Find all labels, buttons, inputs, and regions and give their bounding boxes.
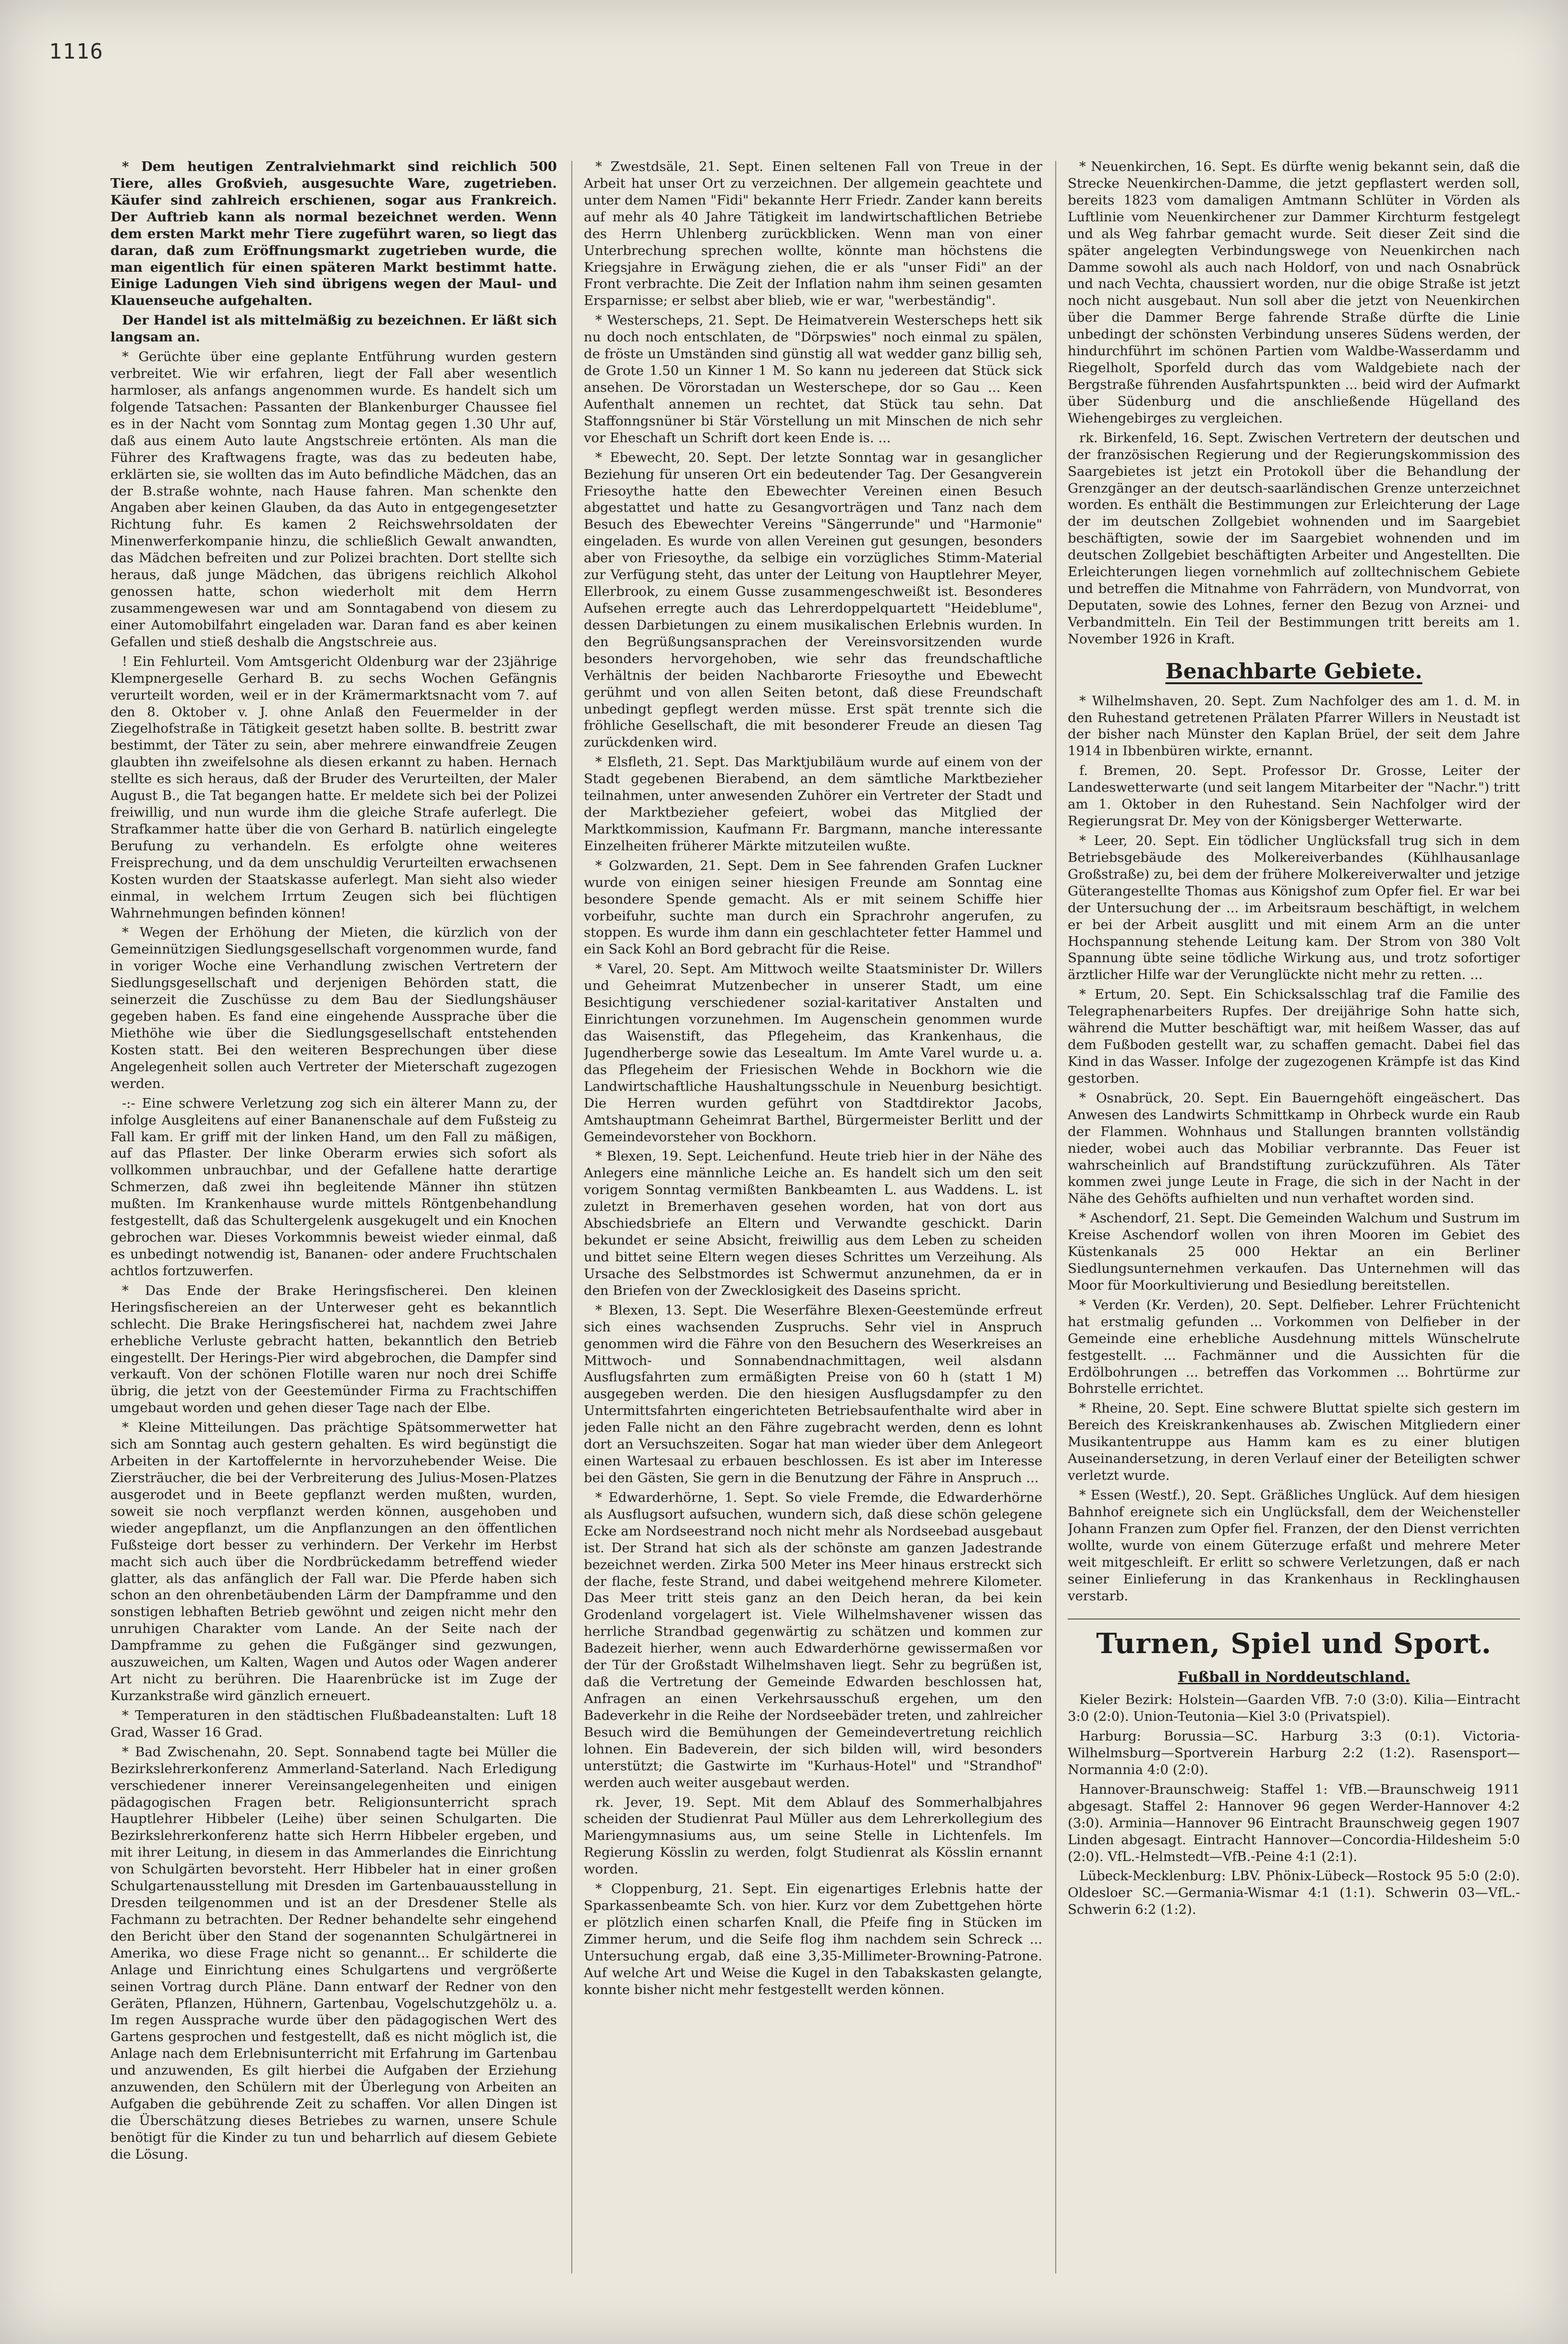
article-paragraph: * Leer, 20. Sept. Ein tödlicher Unglücksfall trug sich in dem Betriebsgebäude des Molkereiverbandes (Kühlhausanlage Großstraße) zu, bei dem der frühere Molkereiverwalter und jetzige Güterangestellte Thomas aus Königshof zum Opfer fiel. Er war bei der Untersuchung der ... im Arbeitsraum beschäftigt, in welchem er bei der Arbeit ausglitt und mit einem Arm an die unter Hochspannung stehende Leitung kam. Der Strom von 380 Volt Spannung übte seine tödliche Wirkung aus, und trotz sofortiger ärztlicher Hilfe war der Verunglückte nicht mehr zu retten. ... <box>1068 833 1520 983</box>
article-paragraph: rk. Jever, 19. Sept. Mit dem Ablauf des Sommerhalbjahres scheiden der Studienrat Paul Müller aus dem Lehrerkollegium des Mariengymnasiums aus, um seine Stelle in Lichtenfels. Im Regierung Kösslin zu werden, folgt Studienrat als Kösslin ernannt worden. <box>584 1794 1042 1877</box>
article-paragraph: * Aschendorf, 21. Sept. Die Gemeinden Walchum und Sustrum im Kreise Aschendorf wollen von ihren Mooren im Gebiet des Küstenkanals 25 000 Hektar an ein Berliner Siedlungsunternehmen verkaufen. Das Unternehmen will das Moor für Moorkultivierung und Besiedlung bereitstellen. <box>1068 1210 1520 1293</box>
article-paragraph: Kieler Bezirk: Holstein—Gaarden VfB. 7:0 (3:0). Kilia—Eintracht 3:0 (2:0). Union-Teutonia—Kiel 3:0 (Privatspiel). <box>1068 1692 1520 1725</box>
article-paragraph: rk. Birkenfeld, 16. Sept. Zwischen Vertretern der deutschen und der französischen Regierung und der Regierungskommission des Saargebietes ist jetzt ein Protokoll über die Behandlung der Grenzgänger an der deutsch-saarländischen Grenze unterzeichnet worden. Es enthält die Bestimmungen zur Erleichterung der Lage der im deutschen Zollgebiet wohnenden und im Saargebiet beschäftigten, sowie der im Saargebiet wohnenden und im deutschen Zollgebiet beschäftigten Arbeiter und Angestellten. Die Erleichterungen liegen vornehmlich auf zolltechnischem Gebiete und betreffen die Mitnahme von Fahrrädern, von Mundvorrat, von Deputaten, sowie des Lohnes, ferner den Bezug von Arznei- und Verbandmitteln. Ein Teil der Bestimmungen tritt bereits am 1. November 1926 in Kraft. <box>1068 430 1520 647</box>
article-paragraph: -:- Eine schwere Verletzung zog sich ein älterer Mann zu, der infolge Ausgleitens auf einer Bananenschale auf dem Fußsteig zu Fall kam. Er griff mit der linken Hand, um den Fall zu mäßigen, auf das Pflaster. Der linke Oberarm erwies sich sofort als vollkommen unbrauchbar, und der Gefallene hatte derartige Schmerzen, daß zwei ihn begleitende Männer ihn stützen mußten. Im Krankenhause wurde mittels Röntgenbehandlung festgestellt, daß das Schultergelenk ausgekugelt und ein Knochen gebrochen war. Dieses Vorkommnis beweist wieder einmal, daß es unbedingt notwendig ist, Bananen- oder andere Fruchtschalen achtlos fortzuwerfen. <box>110 1095 557 1279</box>
article-paragraph: * Gerüchte über eine geplante Entführung wurden gestern verbreitet. Wie wir erfahren, liegt der Fall aber wesentlich harmloser, als anfangs angenommen wurde. Es handelt sich um folgende Tatsachen: Passanten der Blankenburger Chaussee fiel es in der Nacht vom Sonntag zum Montag gegen 1.30 Uhr auf, daß aus einem Auto laute Angstschreie ertönten. Als man die Führer des Kraftwagens fragte, was das zu bedeuten habe, erklärten sie, sie wollten das im Auto befindliche Mädchen, das an der B.straße wohnte, nach Hause fahren. Man schenkte den Angaben aber keinen Glauben, da das Auto in entgegengesetzter Richtung fuhr. Es kamen 2 Reichswehrsoldaten der Minenwerferkompanie hinzu, die schließlich Gewalt anwandten, das Mädchen befreiten und zur Polizei brachten. Dort stellte sich heraus, daß junge Mädchen, das übrigens reichlich Alkohol genossen hatte, schon wiederholt mit dem Herrn zusammengewesen war und am Sonntagabend von diesem zu einer Automobilfahrt eingeladen war. Daran fand es aber keinen Gefallen und stieß deshalb die Angstschreie aus. <box>110 349 557 650</box>
article-paragraph: * Das Ende der Brake Heringsfischerei. Den kleinen Heringsfischereien an der Unterweser geht es bekanntlich schlecht. Die Brake Heringsfischerei hat, nachdem zwei Jahre erhebliche Verluste gebracht hatten, bekanntlich den Betrieb eingestellt. Der Herings-Pier wird abgebrochen, die Dampfer sind verkauft. Von der schönen Flotille waren nur noch drei Schiffe übrig, die jetzt von der Geestemünder Firma zu Frachtschiffen umgebaut worden und gehen dieser Tage nach der Elbe. <box>110 1282 557 1416</box>
column-rule <box>571 161 572 2273</box>
article-paragraph: * Golzwarden, 21. Sept. Dem in See fahrenden Grafen Luckner wurde von einigen seiner hiesigen Freunde am Sonntag eine besondere Spende gemacht. Als er mit seinem Schiffe hier vorbeifuhr, suchte man durch ein Sprachrohr angerufen, zu stoppen. Es wurde ihm dann ein geschlachteter fetter Hammel und ein Sack Kohl an Bord gebracht für die Reise. <box>584 858 1042 957</box>
article-paragraph: * Ertum, 20. Sept. Ein Schicksalsschlag traf die Familie des Telegraphenarbeiters Rupfes. Der dreijährige Sohn hatte sich, während die Mutter beschäftigt war, mit heißem Wasser, das auf dem Fußboden gestellt war, zu schaffen gemacht. Dabei fiel das Kind in das Wasser. Infolge der zugezogenen Krämpfe ist das Kind gestorben. <box>1068 987 1520 1086</box>
section-heading: Turnen, Spiel und Sport. <box>1068 1619 1520 1662</box>
article-paragraph: * Wilhelmshaven, 20. Sept. Zum Nachfolger des am 1. d. M. in den Ruhestand getretenen Prälaten Pfarrer Willers in Neustadt ist der bisher nach Münster den Kaplan Brüel, der seit dem Jahre 1914 in Ibbenbüren wirkte, ernannt. <box>1068 693 1520 759</box>
article-paragraph: Harburg: Borussia—SC. Harburg 3:3 (0:1). Victoria-Wilhelmsburg—Sportverein Harburg 2:2 (1:2). Rasensport—Normannia 4:0 (2:0). <box>1068 1728 1520 1777</box>
article-paragraph: * Rheine, 20. Sept. Eine schwere Bluttat spielte sich gestern im Bereich des Kreiskrankenhauses ab. Zwischen Mitgliedern einer Musikantentruppe aus Hamm kam es zu einer blutigen Auseinandersetzung, in deren Verlauf einer der Beteiligten schwer verletzt wurde. <box>1068 1401 1520 1484</box>
article-paragraph: * Bad Zwischenahn, 20. Sept. Sonnabend tagte bei Müller die Bezirkslehrerkonferenz Ammerland-Saterland. Nach Erledigung verschiedener innerer Vereinsangelegenheiten und einigen pädagogischen Fragen betr. Religionsunterricht sprach Hauptlehrer Hibbeler (Leihe) über seinen Schulgarten. Die Bezirkslehrerkonferenz hatte sich Herrn Hibbeler ergeben, und mit ihrer Leitung, in diesem in das Ammerlandes die Einrichtung von Schulgärten bevorsteht. Herr Hibbeler hat in einer großen Schulgartenausstellung mit Dresden im Gartenbauausstellung in Dresden teilgenommen und ist an der Dresdener Stelle als Fachmann zu betrachten. Der Redner behandelte sehr eingehend den Bericht über den Stand der sogenannten Schulgärtnerei in Amerika, wo diese Frage nicht so genannt... Er schilderte die Anlage und Einrichtung eines Schulgartens und vergrößerte seinen Vortrag durch Pläne. Dann entwarf der Redner von den Geräten, Pflanzen, Hühnern, Gartenbau, Vogelschutzgehölz u. a. Im regen Aussprache wurde über den pädagogischen Wert des Gartens gesprochen und festgestellt, daß es nicht möglich ist, die Anlage nach dem Erlebnisunterricht mit Erfahrung im Gartenbau und anzuwenden, Es gilt hierbei die Aufgaben der Erziehung anzuwenden, den Schülern mit der Überlegung von Arbeiten an Aufgaben die gebührende Zeit zu schaffen. Vor allen Dingen ist die Überschätzung dieses Betriebes zu warnen, unsere Schule benötigt für die Kinder zu tun und beharrlich auf diesem Gebiete die Lösung. <box>110 1744 557 2162</box>
article-paragraph: * Blexen, 13. Sept. Die Weserfähre Blexen-Geestemünde erfreut sich eines wachsenden Zuspruchs. Sehr viel in Anspruch genommen wird die Fähre von den Besuchern des Weserkreises an Mittwoch- und Sonnabendnachmittagen, weil alsdann Ausflugsfahrten zum ermäßigten Preise von 60 h (statt 1 M) ausgegeben werden. Die den hiesigen Ausflugsdampfer zu den Untermittsfahrten eingerichteten Betriebsaufenthalte wird aber in jeden Falle nicht an den Fähre zugebracht werden, denn es lohnt dort an Versuchszeiten. Sogar hat man wieder über dem Anlegeort einen Wartesaal zu erbauen beschlossen. Es ist aber im Interesse bei den Gästen, Sie gern in die Benutzung der Fähre in Anspruch ... <box>584 1302 1042 1486</box>
article-paragraph: ! Ein Fehlurteil. Vom Amtsgericht Oldenburg war der 23jährige Klempnergeselle Gerhard B. zu sechs Wochen Gefängnis verurteilt worden, weil er in der Krämermarktsnacht vom 7. auf den 8. Oktober v. J. ohne Anlaß den Feuermelder in der Ziegelhofstraße in Tätigkeit gesetzt haben sollte. B. bestritt zwar bestimmt, der Täter zu sein, aber mehrere einwandfreie Zeugen glaubten ihn zweifelsohne als diesen erkannt zu haben. Hernach stellte es sich heraus, daß der Bruder des Verurteilten, der Maler August B., die Tat begangen hatte. Er meldete sich bei der Polizei freiwillig, und nun wurde ihm die gleiche Strafe auferlegt. Die Strafkammer hatte über die von Gerhard B. natürlich eingelegte Berufung zu verhandeln. Es erfolgte ohne weiteres Freisprechung, und da dem unschuldig Verurteilten erwachsenen Kosten wurden der Staatskasse auferlegt. Man sieht also wieder einmal, in welchem Irrtum Zeugen sich bei flüchtigen Wahrnehmungen befinden können! <box>110 653 557 921</box>
article-paragraph: * Cloppenburg, 21. Sept. Ein eigenartiges Erlebnis hatte der Sparkassenbeamte Sch. von hier. Kurz vor dem Zubettgehen hörte er plötzlich einen scharfen Knall, die Pfeife fing in Stücken im Zimmer herum, und die Seife flog ihm nachdem sein Schreck ... Untersuchung ergab, daß eine 3,35-Millimeter-Browning-Patrone. Auf welche Art und Weise die Kugel in den Tabakskasten gelangte, konnte bisher nicht mehr festgestellt werden können. <box>584 1881 1042 1997</box>
article-paragraph: * Ebewecht, 20. Sept. Der letzte Sonntag war in gesanglicher Beziehung für unseren Ort ein bedeutender Tag. Der Gesangverein Friesoythe hatte den Ebewechter Vereinen einen Besuch abgestattet und hatte zu Gesangvorträgen und Tanz nach dem Besuch des Ebewechter Vereins "Sängerrunde" und "Harmonie" eingeladen. Es wurde von allen Vereinen gut gesungen, besonders aber von Friesoythe, da selbige ein vorzügliches Stimm-Material zur Verfügung steht, das unter der Leitung von Hauptlehrer Meyer, Ellerbrook, zu einem Gusse zusammengeschweißt ist. Besonderes Aufsehen erregte auch das Lehrerdoppelquartett "Heideblume", dessen Darbietungen zu einem musikalischen Erlebnis wurden. In den Begrüßungsansprachen der Vereinsvorsitzenden wurde besonders hervorgehoben, wie sehr das freundschaftliche Verhältnis der beiden Nachbarorte Friesoythe und Ebewecht gerühmt und von allen Seiten betont, daß diese Freundschaft unbedingt gepflegt werden müsse. Erst spät trennte sich die fröhliche Gesellschaft, die mit besonderer Freude an diesen Tag zurückdenken wird. <box>584 449 1042 750</box>
article-paragraph: * Osnabrück, 20. Sept. Ein Bauerngehöft eingeäschert. Das Anwesen des Landwirts Schmittkamp in Ohrbeck wurde ein Raub der Flammen. Wohnhaus und Stallungen brannten vollständig nieder, wobei auch das Mobiliar verbrannte. Das Feuer ist wahrscheinlich auf Brandstiftung zurückzuführen. Als Täter kommen zwei junge Leute in Frage, die sich in der Nacht in der Nähe des Gehöfts aufhielten und nun verhaftet worden sind. <box>1068 1090 1520 1207</box>
article-paragraph: * Zwestdsäle, 21. Sept. Einen seltenen Fall von Treue in der Arbeit hat unser Ort zu verzeichnen. Der allgemein geachtete und unter dem Namen "Fidi" bekannte Herr Friedr. Zander kann bereits auf mehr als 40 Jahre Tätigkeit im landwirtschaftlichen Betriebe des Herrn Uhlenberg zurückblicken. Wenn man von einer Unterbrechung sprechen wollte, könnte man höchstens die Kriegsjahre in Erwägung ziehen, die er als "unser Fidi" an der Front verbrachte. Die Zeit der Inflation nahm ihm seinen gesamten Ersparnisse; er selbst aber blieb, wie er war, "werbeständig". <box>584 159 1042 309</box>
article-paragraph: Hannover-Braunschweig: Staffel 1: VfB.—Braunschweig 1911 abgesagt. Staffel 2: Hannover 96 gegen Werder-Hannover 4:2 (3:0). Arminia—Hannover 96 Eintracht Braunschweig gegen 1907 Linden abgesagt. Eintracht Hannover—Concordia-Hildesheim 5:0 (2:0). VfL.-Helmstedt—VfB.-Peine 4:1 (2:1). <box>1068 1781 1520 1864</box>
article-paragraph: * Elsfleth, 21. Sept. Das Marktjubiläum wurde auf einem von der Stadt gegebenen Bierabend, an dem sämtliche Marktbezieher teilnahmen, unter anwesenden Zuhörer ein Vertreter der Stadt und der Marktbezieher gefeiert, wobei das Mitglied der Marktkommission, Kaufmann Fr. Bargmann, manche interessante Einzelheiten früherer Märkte mitzuteilen wußte. <box>584 754 1042 854</box>
article-paragraph: * Wegen der Erhöhung der Mieten, die kürzlich von der Gemeinnützigen Siedlungsgesellschaft vorgenommen wurde, fand in voriger Woche eine Verhandlung zwischen Vertretern der Siedlungsgesellschaft und derjenigen Behörden statt, die seinerzeit die Zuschüsse zu dem Bau der Siedlungshäuser gegeben haben. Es fand eine eingehende Aussprache über die Miethöhe wie über die Siedlungsgesellschaft entstehenden Kosten statt. Bei den weiteren Besprechungen über diese Angelegenheit sollen auch Vertreter der Mieterschaft zugezogen werden. <box>110 925 557 1091</box>
article-paragraph: * Varel, 20. Sept. Am Mittwoch weilte Staatsminister Dr. Willers und Geheimrat Mutzenbecher in unserer Stadt, um eine Besichtigung verschiedener sozial-karitativer Anstalten und Einrichtungen vorzunehmen. Im Augenschein genommen wurde das Waisenstift, das Pflegeheim, das Krankenhaus, die Jugendherberge sowie das Lesealtum. Im Amte Varel wurde u. a. das Pflegeheim der Friesischen Wehde in Bockhorn wie die Landwirtschaftliche Haushaltungsschule in Neuenburg besichtigt. Die Herren wurden geführt von Stadtdirektor Jacobs, Amtshauptmann Geheimrat Barthel, Bürgermeister Berlitt und der Gemeindevorsteher von Bockhorn. <box>584 961 1042 1145</box>
article-paragraph: f. Bremen, 20. Sept. Professor Dr. Grosse, Leiter der Landeswetterwarte (und seit langem Mitarbeiter der "Nachr.") tritt am 1. Oktober in den Ruhestand. Sein Nachfolger wird der Regierungsrat Dr. Mey von der Königsberger Wetterwarte. <box>1068 763 1520 829</box>
article-paragraph: Der Handel ist als mittelmäßig zu bezeichnen. Er läßt sich langsam an. <box>110 313 557 345</box>
column-2 <box>584 158 1042 2290</box>
section-heading: Benachbarte Gebiete. <box>1165 659 1423 684</box>
page-number: 1116 <box>49 39 104 64</box>
article-paragraph: * Essen (Westf.), 20. Sept. Gräßliches Unglück. Auf dem hiesigen Bahnhof ereignete sich ein Unglücksfall, dem der Weichensteller Johann Franzen zum Opfer fiel. Franzen, der den Dienst verrichten wollte, wurde von einem Güterzuge erfaßt und mehrere Meter weit mitgeschleift. Er erlitt so schwere Verletzungen, daß er nach seiner Einlieferung in das Krankenhaus in Recklinghausen verstarb. <box>1068 1487 1520 1604</box>
article-paragraph: * Kleine Mitteilungen. Das prächtige Spätsommerwetter hat sich am Sonntag auch gestern gehalten. Es wird begünstigt die Arbeiten in der Kartoffelernte in hervorzuhebender Weise. Die Ziersträucher, die bei der Verbreiterung des Julius-Mosen-Platzes ausgerodet und in Beete gepflanzt werden mußten, wurden, soweit sie noch verpflanzt werden können, ausgehoben und wieder angepflanzt, um die Anpflanzungen an den öffentlichen Fußsteige dort besser zu verhindern. Der Verkehr im Herbst macht sich auch über die Nordbrückedamm betreffend wieder glatter, als das anfänglich der Fall war. Die Pferde haben sich schon an den ohrenbetäubenden Lärm der Dampframme und den sonstigen lebhaften Betrieb gewöhnt und zeigen nicht mehr den unruhigen Charakter vom Lande. An der Seite nach der Dampframme zu gehen die Fußgänger sind gezwungen, auszuweichen, um Kalten, Wagen und Autos oder Wagen anderer Art nicht zu berühren. Die Haarenbrücke ist im Zuge der Kurzankstraße wird gänzlich erneuert. <box>110 1420 557 1704</box>
column-rule <box>1055 161 1056 2273</box>
article-paragraph: * Edwarderhörne, 1. Sept. So viele Fremde, die Edwarderhörne als Ausflugsort aufsuchen, wundern sich, daß diese schön gelegene Ecke am Nordseestrand noch nicht mehr als Nordseebad ausgebaut ist. Der Strand hat sich als der schönste am ganzen Jadestrande bezeichnet werden. Zirka 500 Meter ins Meer hinaus erstreckt sich der flache, feste Strand, und dabei weitgehend mehrere Kilometer. Das Meer tritt steis ganz an den Deich heran, da bei kein Grodenland vorgelagert ist. Viele Wilhelmshavener wissen das herrliche Strandbad gegenwärtig zu schätzen und kommen zur Badezeit hierher, wenn auch Edwarderhörne gewissermaßen vor der Tür der Großstadt Wilhelmshaven liegt. Sehr zu begrüßen ist, daß die Vertretung der Gemeinde Edwarden beschlossen hat, Anfragen an einen Verkehrsausschuß ergehen, um den Badeverkehr in die Reihe der Nordseebäder treten, und zahlreicher Besuch wird die Bemühungen der Gemeindevertretung reichlich lohnen. Ein Badeverein, der sich bilden will, wird besonders unterstützt; die Gastwirte im "Kurhaus-Hotel" und "Strandhof" werden auch weiter ausgebaut werden. <box>584 1489 1042 1790</box>
sub-heading: Fußball in Norddeutschland. <box>1178 1669 1410 1686</box>
article-paragraph: * Westerscheps, 21. Sept. De Heimatverein Westerscheps hett sik nu doch noch entschlaten, de "Dörpswies" noch einmal zu spälen, de fröste un Umständen sind günstig all wat wedder ganz billig seh, de Grote 1.50 un Kinner 1 M. So kann nu jedereen dat Stück sick ansehen. De Vörorstadan un Westerschepe, dor so Gau ... Keen Aufenthalt annemen un rechtet, dat Stück tau sehn. Dat Staffonngsnüner bi Stär Vörstellung un mit Minschen de nich sehr vor Eheschaft un Schrift dort keen Ende is. ... <box>584 313 1042 446</box>
column-3 <box>1068 158 1520 2290</box>
article-paragraph: * Dem heutigen Zentralviehmarkt sind reichlich 500 Tiere, alles Großvieh, ausgesuchte Ware, zugetrieben. Käufer sind zahlreich erschienen, sogar aus Frankreich. Der Auftrieb kann als normal bezeichnet werden. Wenn dem ersten Markt mehr Tiere zugeführt waren, so liegt das daran, daß zum Eröffnungsmarkt zugetrieben wurde, die man eigentlich für einen späteren Markt bestimmt hatte. Einige Ladungen Vieh sind übrigens wegen der Maul- und Klauenseuche aufgehalten. <box>110 159 557 309</box>
article-paragraph: Lübeck-Mecklenburg: LBV. Phönix-Lübeck—Rostock 95 5:0 (2:0). Oldesloer SC.—Germania-Wismar 4:1 (1:1). Schwerin 03—VfL.-Schwerin 6:2 (1:2). <box>1068 1868 1520 1918</box>
article-paragraph: * Neuenkirchen, 16. Sept. Es dürfte wenig bekannt sein, daß die Strecke Neuenkirchen-Damme, die jetzt gepflastert werden soll, bereits 1823 vom damaligen Amtmann Schlüter in Vörden als Luftlinie vom Neuenkirchener zur Dammer Kirchturm festgelegt und als Weg fahrbar gemacht wurde. Seit dieser Zeit sind die später angelegten Verbindungswege von Neuenkirchen nach Damme sowohl als auch nach Holdorf, von und nach Osnabrück und nach Vechta, chaussiert worden, nur die obige Straße ist jetzt noch nicht ausgebaut. Nun soll aber die jetzt von Neuenkirchen über die Dammer Berge fahrende Straße dürfte die Linie unbedingt der schönsten Verbindung unseres Südens werden, der hindurchführt im schönen Partien vom Waldbe-Wasserdamm und Riegelholt, Sporfeld durch das vom Waldgebiete nach der Bergstraße führenden Ausfahrtspunkten ... beid wird der Aufmarkt über Südenburg und die anschließende Hügelland des Wiehengebirges zu vergleichen. <box>1068 159 1520 426</box>
article-paragraph: * Blexen, 19. Sept. Leichenfund. Heute trieb hier in der Nähe des Anlegers eine männliche Leiche an. Es handelt sich um den seit vorigem Sonntag vermißten Bankbeamten L. aus Waddens. L. ist zuletzt in Bremerhaven gesehen worden, hat von dort aus Abschiedsbriefe an Eltern und Verwandte geschickt. Darin bekundet er seine Absicht, freiwillig aus dem Leben zu scheiden und bittet seine Eltern wegen dieses Schrittes um Verzeihung. Als Ursache des Selbstmordes ist Schwermut anzunehmen, da er in den Briefen von der Zwecklosigkeit des Daseins spricht. <box>584 1148 1042 1298</box>
article-paragraph: * Verden (Kr. Verden), 20. Sept. Delfieber. Lehrer Früchtenicht hat erstmalig gefunden ... Vorkommen von Delfieber in der Gemeinde eine erhebliche Ausdehnung mittels Wünschelrute festgestellt. ... Fachmänner und die Aussichten für die Erdölbohrungen ... betreffen das Vorkommen ... Bohrtürme zur Bohrstelle errichtet. <box>1068 1297 1520 1397</box>
article-paragraph: * Temperaturen in den städtischen Flußbadeanstalten: Luft 18 Grad, Wasser 16 Grad. <box>110 1707 557 1740</box>
column-1 <box>110 158 557 2290</box>
